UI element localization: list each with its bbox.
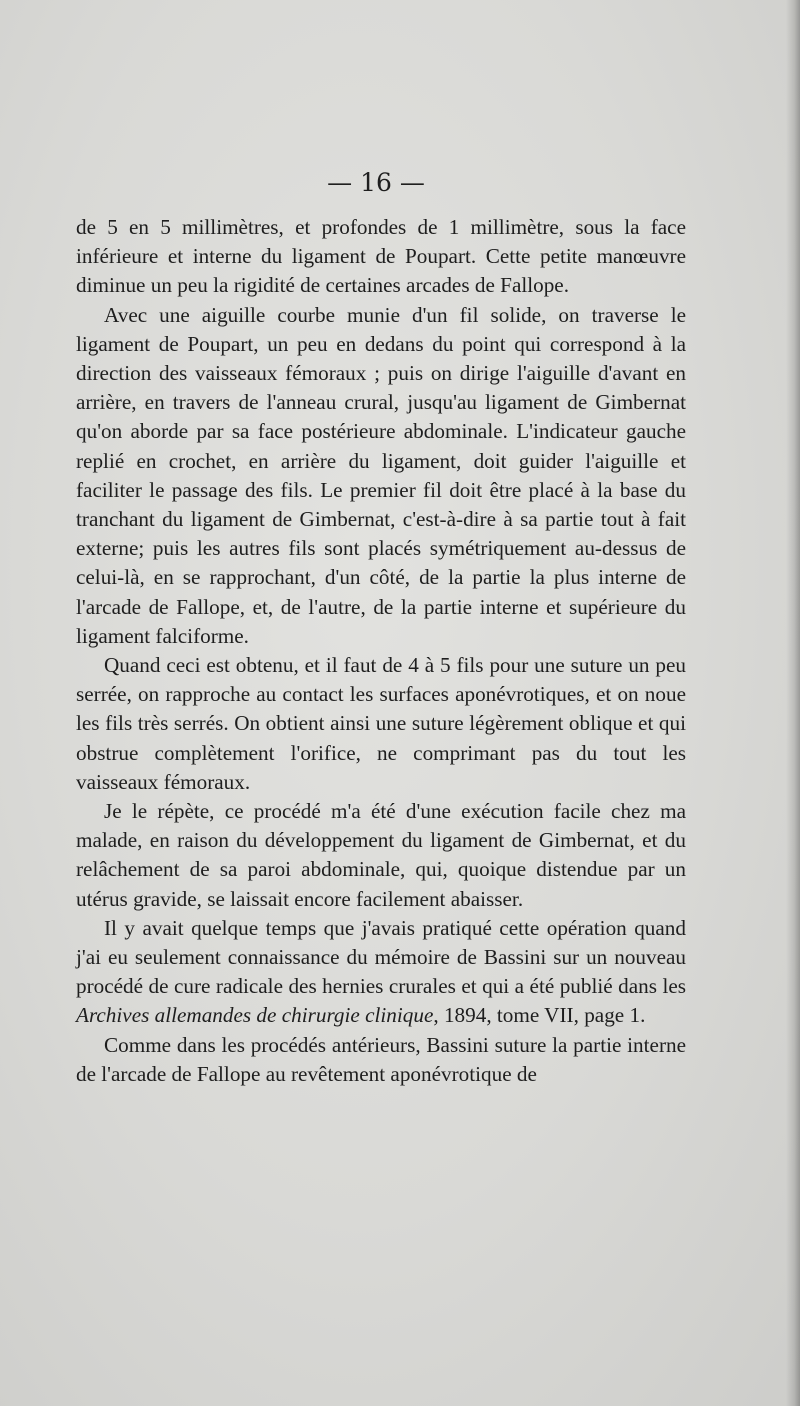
paragraph-text: Avec une aiguille courbe munie d'un fil solide, on traverse le ligament de Poupart, un peu en dedans du point qui correspond à la direction des vaisseaux fémoraux ; puis on dirige l'aiguille d'avant en arrière, en travers de l'anneau crural, jusqu'au ligament de Gimbernat qu'on aborde par sa face postérieure abdominale. L'indicateur gauche replié en crochet, en arrière du ligament, doit guider l'aiguille et faciliter le passage des fils. Le premier fil doit être placé à la base du tranchant du ligament de Gimbernat, c'est-à-dire à sa partie tout à fait externe; puis les autres fils sont placés symétriquement au-dessus de celui-là, en se rapprochant, d'un côté, de la partie la plus interne de l'arcade de Fallope, et, de l'autre, de la partie interne et supérieure du ligament falciforme. bbox=[76, 302, 686, 648]
paragraph-text: Je le répète, ce procédé m'a été d'une exécution facile chez ma malade, en raison du développement du ligament de Gimbernat, et du relâchement de sa paroi abdominale, qui, quoique distendue par un utérus gravide, se laissait encore facilement abaisser. bbox=[76, 799, 686, 911]
paragraph-text: Il y avait quelque temps que j'avais pratiqué cette opération quand j'ai eu seulement connaissance du mémoire de Bassini sur un nouveau procédé de cure radicale des hernies crurales et qui a été publié dans les bbox=[76, 915, 686, 999]
paragraph-text: Quand ceci est obtenu, et il faut de 4 à 5 fils pour une suture un peu serrée, on rapproche au contact les surfaces aponévrotiques, et on noue les fils très serrés. On obtient ainsi une suture légèrement oblique et qui obstrue complètement l'orifice, ne comprimant pas du tout les vaisseaux fémoraux. bbox=[76, 653, 686, 794]
paragraph-1 bbox=[76, 213, 686, 301]
paragraph-text: Comme dans les procédés antérieurs, Bassini suture la partie interne de l'arcade de Fallope au revêtement aponévrotique de bbox=[76, 1032, 686, 1086]
journal-title: Archives allemandes de chirurgie clinique bbox=[76, 1003, 434, 1028]
paragraph-6 bbox=[76, 1031, 686, 1089]
paragraph-3 bbox=[76, 651, 686, 797]
page-number: — 16 — bbox=[327, 168, 425, 197]
paragraph-4 bbox=[76, 797, 686, 914]
paragraph-2 bbox=[76, 301, 686, 651]
paragraph-text: , 1894, tome VII, page 1. bbox=[433, 1003, 646, 1028]
paragraph-5 bbox=[76, 914, 686, 1031]
page-edge-shadow bbox=[786, 0, 800, 1406]
paragraph-text: de 5 en 5 millimètres, et profondes de 1 millimètre, sous la face inférieure et interne du ligament de Poupart. Cette petite manœuvre diminue un peu la rigidité de certaines arcades de Fallope. bbox=[76, 215, 686, 298]
body-text bbox=[76, 213, 686, 1089]
